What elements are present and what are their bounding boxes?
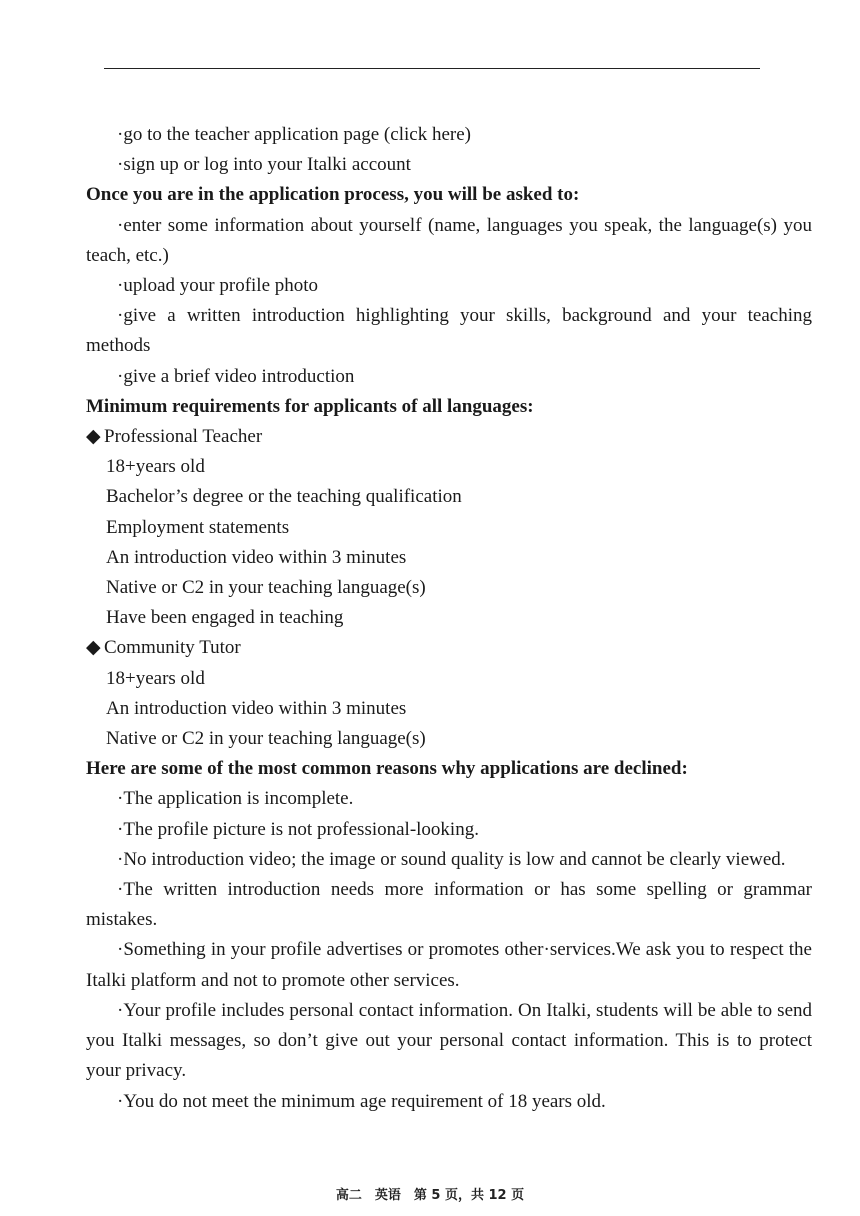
- professional-teacher-title: Professional Teacher: [104, 426, 263, 448]
- decline-item: ·The application is incomplete.: [117, 788, 354, 810]
- requirement-item: An introduction video within 3 minutes: [106, 697, 407, 719]
- community-tutor-heading: [86, 633, 812, 663]
- requirement-item: 18+years old: [106, 667, 205, 689]
- requirement-item: 18+years old: [106, 456, 205, 478]
- requirement-item: Native or C2 in your teaching language(s): [106, 728, 426, 750]
- requirement-item: Employment statements: [106, 516, 290, 538]
- decline-heading: Here are some of the most common reasons why applications are declined:: [86, 758, 688, 780]
- requirements-heading: Minimum requirements for applicants of all languages:: [86, 395, 534, 417]
- decline-item: ·The written introduction needs more information or has some spelling or grammar mistakes.: [86, 879, 812, 931]
- application-heading: Once you are in the application process, you will be asked to:: [86, 184, 580, 206]
- application-item: ·upload your profile photo: [117, 275, 319, 297]
- decline-item: ·No introduction video; the image or sound quality is low and cannot be clearly viewed.: [117, 848, 786, 870]
- diamond-bullet-icon: ◆: [86, 637, 101, 659]
- requirement-item: Bachelor’s degree or the teaching qualification: [106, 486, 462, 508]
- requirement-item: Native or C2 in your teaching language(s): [106, 577, 426, 599]
- community-tutor-title: Community Tutor: [104, 637, 241, 659]
- page-footer: 高二 英语 第 5 页，共 12 页: [335, 1188, 525, 1203]
- step-item: ·go to the teacher application page (click here): [117, 124, 471, 145]
- application-item: ·enter some information about yourself (name, languages you speak, the language(s) you teach, etc.): [86, 214, 812, 266]
- top-rule: [104, 68, 760, 69]
- application-item: ·give a brief video introduction: [117, 365, 355, 387]
- professional-teacher-heading: [86, 422, 812, 452]
- requirement-item: An introduction video within 3 minutes: [106, 546, 407, 568]
- decline-item: ·You do not meet the minimum age requirement of 18 years old.: [117, 1090, 606, 1112]
- diamond-bullet-icon: ◆: [86, 426, 101, 448]
- application-item: ·give a written introduction highlighting your skills, background and your teaching methods: [86, 305, 812, 357]
- requirement-item: Have been engaged in teaching: [106, 607, 344, 629]
- decline-item: ·The profile picture is not professional-looking.: [117, 818, 479, 840]
- decline-item: ·Something in your profile advertises or promotes other·services.We ask you to respect the Italki platform and not to promote other services.: [86, 939, 812, 991]
- step-item: ·sign up or log into your Italki account: [117, 154, 411, 176]
- document-body: [86, 120, 812, 1117]
- decline-item: ·Your profile includes personal contact information. On Italki, students will be able to send you Italki messages, so don’t give out your personal contact information. This is to protect your privacy.: [86, 999, 812, 1082]
